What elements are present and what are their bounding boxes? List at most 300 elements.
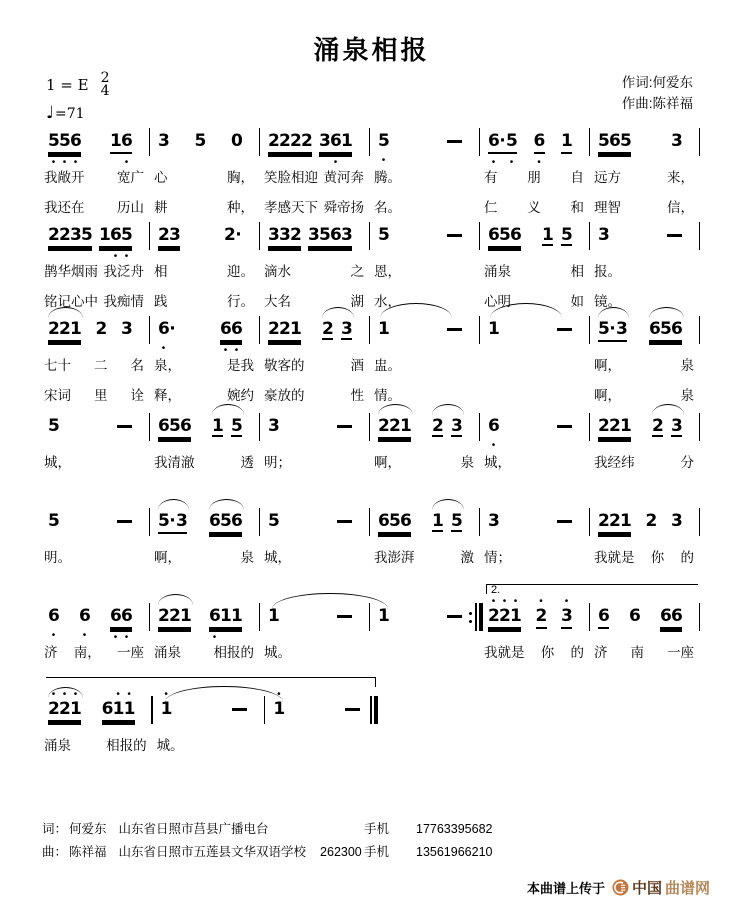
lyric-syllable: 和 <box>570 200 584 215</box>
lyric-syllable: 迎。 <box>227 264 254 279</box>
held-note-dash <box>232 708 247 710</box>
octave-dots-low: • <box>82 630 87 641</box>
note <box>337 416 352 437</box>
lyric-syllable: 之 <box>350 264 364 279</box>
lyric-syllable: 宽广 <box>117 170 144 185</box>
note: 0 <box>231 131 243 151</box>
lyric-syllable: 城。 <box>156 738 184 753</box>
note <box>557 319 572 340</box>
lyric-syllable: 啊， <box>374 455 401 470</box>
notes-row <box>150 495 260 535</box>
lyric-syllable: 你 <box>540 645 555 660</box>
note: 6 6 • • <box>220 319 243 356</box>
lyric-line <box>150 451 260 470</box>
measure <box>260 209 370 309</box>
measure <box>590 495 700 565</box>
lyric-syllable: 腾。 <box>374 170 401 185</box>
measure <box>370 495 480 565</box>
lyric-syllable: 我敞开 <box>44 170 85 185</box>
measure <box>480 115 590 215</box>
lyric-syllable: 里 <box>94 388 108 403</box>
barline <box>699 222 701 250</box>
lyric-syllable: 我痴情 <box>103 294 144 309</box>
note <box>667 225 682 246</box>
lyric-syllable: 自 <box>570 170 584 185</box>
watermark <box>527 877 710 898</box>
lyric-syllable: 涌泉 <box>484 264 511 279</box>
note: 3 5 6 3 <box>308 225 352 248</box>
lyric-syllable: 敬客的 <box>264 358 305 373</box>
notes-row <box>590 495 700 535</box>
site-logo-link[interactable] <box>612 877 710 898</box>
lyric-line <box>40 546 150 565</box>
lyric-line <box>150 260 260 279</box>
lyric-syllable: 耕 <box>154 200 168 215</box>
note: 2 2 1 <box>378 416 411 439</box>
lyric-syllable: 透 <box>240 455 254 470</box>
lyric-line <box>150 354 260 373</box>
note: 2 <box>645 511 658 531</box>
note: 5 • <box>378 131 390 166</box>
notes-row <box>590 209 700 249</box>
held-note-dash <box>337 615 352 617</box>
lyric-syllable: 心 <box>154 170 168 185</box>
lyric-syllable: 泉， <box>154 358 181 373</box>
note: 6 1 1 • • <box>102 699 135 722</box>
note: 1 5 <box>432 511 463 531</box>
measure <box>370 590 480 660</box>
notes-row <box>40 590 150 643</box>
lyric-syllable: 泉 <box>680 388 694 403</box>
measure <box>150 115 260 215</box>
note <box>337 511 352 532</box>
lyric-syllable: 我经纬 <box>594 455 635 470</box>
lyricist-phone: 17763395682 <box>416 822 493 836</box>
site-logo-icon <box>612 879 629 896</box>
lyric-syllable: 泉 <box>680 358 694 373</box>
note: 2 2 3 5 <box>48 225 92 248</box>
note: 6 1 1 • <box>209 606 243 643</box>
barline <box>699 508 701 536</box>
note: 1 • <box>160 689 173 719</box>
lyric-syllable: 有 <box>484 170 498 185</box>
lyric-line <box>40 260 150 279</box>
lyric-syllable: 城。 <box>264 645 291 660</box>
octave-dots-low: • <box>537 157 541 168</box>
note <box>447 131 462 152</box>
lyric-line <box>590 354 700 373</box>
composer-name: 陈祥福 <box>69 845 107 859</box>
octave-dots-low: • <box>212 632 217 643</box>
lyric-syllable: 孝感天下 <box>264 200 318 215</box>
contact-footer <box>42 818 492 864</box>
note: 6 • <box>79 606 91 641</box>
repeat-dots <box>469 612 472 623</box>
octave-dots-low: • <box>124 157 129 168</box>
lyric-line <box>40 641 150 660</box>
composer-phone: 13561966210 <box>416 845 493 859</box>
note: 3 • <box>561 606 572 629</box>
note: 5 <box>48 416 60 436</box>
lyric-syllable: 宋词 <box>44 388 71 403</box>
octave-dots-low: • <box>491 440 496 451</box>
composer-postcode: 262300 <box>320 845 362 859</box>
octave-dots-low: • • <box>113 632 129 643</box>
note: 1 <box>561 131 572 154</box>
lyric-syllable: 城， <box>264 550 291 565</box>
lyric-syllable: 婉约 <box>227 388 254 403</box>
note: 3 6 1 • <box>319 131 353 168</box>
lyric-syllable: 行。 <box>227 294 254 309</box>
notes-row <box>480 495 590 535</box>
note: 1 <box>268 606 280 626</box>
measure <box>150 303 260 403</box>
held-note-dash <box>447 615 462 617</box>
lyric-syllable: 啊， <box>594 358 621 373</box>
measure <box>590 303 700 403</box>
site-name-cn: 中国 <box>631 880 662 897</box>
note: 5 · 3 <box>158 511 187 534</box>
measure <box>260 303 370 403</box>
measure <box>150 590 260 660</box>
lyric-syllable: 啊， <box>154 550 181 565</box>
lyric-line <box>370 546 480 565</box>
lyric-syllable: 明； <box>264 455 291 470</box>
lyric-line <box>480 260 590 279</box>
note: 5 · 3 <box>598 319 627 342</box>
measure <box>480 303 590 403</box>
composer-credit: 作曲:陈祥福 <box>621 96 693 111</box>
lyric-syllable: 义 <box>527 200 541 215</box>
held-note-dash <box>337 520 352 522</box>
key-signature: 1 = E <box>46 76 89 94</box>
measure <box>480 209 590 309</box>
lyric-line <box>150 546 260 565</box>
note <box>345 699 360 720</box>
lyric-syllable: 南 <box>630 645 644 660</box>
lyric-syllable: 我还在 <box>44 200 85 215</box>
tempo-value: =71 <box>55 106 85 122</box>
held-note-dash <box>117 520 132 522</box>
lyric-syllable: 名。 <box>374 200 401 215</box>
lyric-syllable: 相报的 <box>106 738 147 753</box>
notes-row <box>150 590 260 643</box>
notes-row <box>265 683 378 723</box>
phone-label: 手机 <box>364 822 390 836</box>
lyric-line <box>265 734 378 753</box>
notes-row <box>260 115 370 168</box>
held-note-dash <box>117 425 132 427</box>
song-title: 涌泉相报 <box>313 36 430 66</box>
lyric-line <box>40 734 153 753</box>
note: 3 3 2 <box>268 225 301 248</box>
note <box>337 606 352 627</box>
note: 2 2 1 <box>268 319 301 342</box>
note: 5 5 6 • • • <box>48 131 82 168</box>
lyric-syllable: 城， <box>44 455 71 470</box>
octave-dots-high: • <box>539 596 543 607</box>
lyric-syllable: 我就是 <box>484 645 525 660</box>
measure <box>370 303 480 403</box>
notes-row <box>590 303 700 343</box>
note: 1 • <box>273 689 286 719</box>
note: 5 <box>48 511 60 531</box>
lyric-syllable: 释， <box>154 388 181 403</box>
octave-dots-high: • <box>564 596 569 607</box>
lyric-syllable: 的 <box>680 550 694 565</box>
site-name-qupu: 曲谱网 <box>664 880 710 897</box>
note: 2 2 1 <box>48 319 81 342</box>
octave-dots-high: • <box>164 689 168 700</box>
lyric-syllable: 盅。 <box>374 358 401 373</box>
lyric-syllable: 相 <box>570 264 584 279</box>
lyric-syllable: 豪放的 <box>264 388 305 403</box>
measure <box>40 400 150 470</box>
note: 2 3 <box>158 225 180 248</box>
octave-dots-low: • • • <box>51 157 78 168</box>
measure <box>40 115 150 215</box>
lyric-syllable: 心明 <box>484 294 511 309</box>
note: 3 <box>268 416 280 436</box>
octave-dots-high: • • • <box>51 689 78 700</box>
octave-dots-high: • <box>277 689 281 700</box>
held-note-dash <box>667 234 682 236</box>
lyric-syllable: 涌泉 <box>154 645 181 660</box>
lyric-syllable: 济 <box>44 645 58 660</box>
lyric-syllable: 城， <box>484 455 511 470</box>
composer-label: 曲： <box>42 845 68 859</box>
lyric-syllable: 镜。 <box>594 294 621 309</box>
lyric-syllable: 济 <box>594 645 608 660</box>
lyric-syllable: 胸， <box>227 170 254 185</box>
octave-dots-low: • <box>333 157 338 168</box>
lyric-line <box>590 641 700 660</box>
lyric-syllable: 远方 <box>594 170 621 185</box>
notes-row <box>40 400 150 440</box>
lyric-syllable: 报。 <box>594 264 621 279</box>
lyric-syllable: 你 <box>650 550 665 565</box>
lyric-line <box>590 166 700 185</box>
lyric-syllable: 分 <box>680 455 694 470</box>
note <box>557 416 572 437</box>
note: 3 <box>158 131 170 151</box>
measure <box>260 590 370 660</box>
notes-row <box>260 209 370 249</box>
lyric-syllable: 信， <box>667 200 694 215</box>
note: 5 <box>194 131 207 151</box>
note: 2 2 1 <box>598 416 631 439</box>
note <box>232 699 247 720</box>
lyric-syllable: 泉 <box>240 550 254 565</box>
note: 2 <box>95 319 108 339</box>
notes-row <box>370 590 480 630</box>
notes-row <box>370 209 480 249</box>
measure <box>590 400 700 470</box>
measure <box>590 115 700 215</box>
note: 3 <box>598 225 610 245</box>
note: 6 · 5 • • <box>488 131 518 168</box>
lyric-line <box>153 734 266 753</box>
note: 3 <box>488 511 500 531</box>
measure <box>480 400 590 470</box>
note: 2 3 <box>432 416 463 436</box>
notes-row <box>40 495 150 535</box>
measure <box>150 209 260 309</box>
octave-dots-low: • • <box>491 157 514 168</box>
note: 6 5 6 <box>378 511 411 534</box>
notes-row <box>370 495 480 535</box>
octave-dots-high: • • • <box>491 596 518 607</box>
lyric-syllable: 涌泉 <box>44 738 71 753</box>
measure <box>40 495 150 565</box>
note: 6 5 6 <box>649 319 682 342</box>
measure <box>150 495 260 565</box>
measure <box>40 303 150 403</box>
lyric-line <box>370 354 480 373</box>
held-note-dash <box>447 140 462 142</box>
lyric-syllable: 激 <box>460 550 474 565</box>
note: 3 <box>671 511 683 531</box>
notes-row <box>40 209 150 262</box>
note <box>447 225 462 246</box>
note: 5 <box>268 511 280 531</box>
lyric-line <box>260 354 370 373</box>
note: 5 6 5 <box>598 131 631 154</box>
volta-number: 2. <box>490 584 501 596</box>
note <box>447 606 462 627</box>
notes-row <box>150 303 260 356</box>
composer-contact-line <box>42 841 492 864</box>
lyric-syllable: 黄河奔 <box>323 170 364 185</box>
lyric-line <box>590 260 700 279</box>
lyric-syllable: 一座 <box>117 645 144 660</box>
measure <box>480 495 590 565</box>
lyric-syllable: 的 <box>570 645 584 660</box>
notes-row <box>480 209 590 249</box>
lyric-line <box>260 546 370 565</box>
notes-row <box>370 115 480 166</box>
notes-row <box>150 115 260 155</box>
note: 1 6 • <box>110 131 133 168</box>
lyric-syllable: 诠 <box>130 388 144 403</box>
notes-row <box>260 495 370 535</box>
lyric-line <box>40 354 150 373</box>
held-note-dash <box>447 234 462 236</box>
held-note-dash <box>557 520 572 522</box>
lyric-line <box>150 641 260 660</box>
lyric-syllable: 鹊华烟雨 <box>44 264 98 279</box>
octave-dots-high: • • <box>116 689 131 700</box>
lyric-line <box>260 260 370 279</box>
lyric-syllable: 名 <box>130 358 144 373</box>
lyricist-contact-line <box>42 818 492 841</box>
held-note-dash <box>557 328 572 330</box>
lyric-syllable: 湖 <box>350 294 364 309</box>
lyric-syllable: 历山 <box>117 200 144 215</box>
lyric-line <box>480 354 590 373</box>
octave-dots-low: • • <box>223 345 239 356</box>
lyric-line <box>590 546 700 565</box>
lyric-line <box>590 451 700 470</box>
lyric-syllable: 如 <box>570 294 584 309</box>
note: 6 5 6 <box>158 416 191 439</box>
lyric-syllable: 是我 <box>227 358 254 373</box>
note <box>447 319 462 340</box>
measure <box>590 590 700 660</box>
lyricist-org: 山东省日照市莒县广播电台 <box>118 822 269 836</box>
note: 5 <box>378 225 390 245</box>
lyric-line <box>480 166 590 185</box>
notes-row <box>480 590 590 630</box>
lyric-line <box>370 641 480 660</box>
lyric-syllable: 情。 <box>374 388 401 403</box>
note: 6 6 <box>660 606 682 629</box>
note: 6 • <box>48 606 60 641</box>
lyric-line <box>260 641 370 660</box>
note: 1 <box>378 319 390 339</box>
notes-row <box>260 303 370 343</box>
lyric-syllable: 性 <box>350 388 364 403</box>
notes-row <box>40 683 153 723</box>
music-system <box>40 209 700 309</box>
note: 6 <box>598 606 609 629</box>
note: 6 5 6 <box>209 511 242 534</box>
note: 2 3 <box>652 416 683 436</box>
notes-row <box>40 115 150 168</box>
notes-row <box>260 590 370 630</box>
note: 6 6 • • <box>110 606 133 643</box>
lyric-syllable: 铭记心中 <box>44 294 98 309</box>
lyric-line <box>260 166 370 185</box>
composer-org: 山东省日照市五莲县文华双语学校 <box>118 845 307 859</box>
lyric-line <box>40 166 150 185</box>
barline <box>699 316 701 344</box>
note: 2 2 2 2 <box>268 131 312 154</box>
note: 2 2 1 • • • <box>48 699 81 722</box>
lyricist-label: 词： <box>42 822 68 836</box>
barline <box>699 128 701 156</box>
phone-label: 手机 <box>364 845 390 859</box>
lyric-syllable: 来， <box>667 170 694 185</box>
lyric-syllable: 我就是 <box>594 550 635 565</box>
note: 1 <box>488 319 500 339</box>
notes-row <box>370 303 480 343</box>
note: 2 3 <box>322 319 353 339</box>
watermark-text: 本曲谱上传于 <box>526 881 605 896</box>
notes-row <box>590 590 700 630</box>
lyricist-name: 何爱东 <box>69 822 107 836</box>
note <box>557 511 572 532</box>
measure <box>480 590 590 660</box>
music-system <box>40 115 700 215</box>
note <box>117 416 132 437</box>
measure <box>370 115 480 215</box>
lyric-syllable: 相报的 <box>213 645 254 660</box>
lyricist-credit: 作词:何爱东 <box>621 75 693 90</box>
lyric-line <box>260 451 370 470</box>
notes-row <box>480 400 590 451</box>
note: 6 5 6 <box>488 225 521 248</box>
final-barline <box>370 696 378 724</box>
quarter-note-icon: ♩ <box>46 103 55 123</box>
notes-row <box>260 400 370 440</box>
notes-row <box>370 400 480 440</box>
measure <box>40 209 150 309</box>
measure <box>590 209 700 309</box>
octave-dots-low: • <box>161 343 166 354</box>
note: 6 • <box>488 416 500 451</box>
note: 6 · • <box>158 319 176 354</box>
